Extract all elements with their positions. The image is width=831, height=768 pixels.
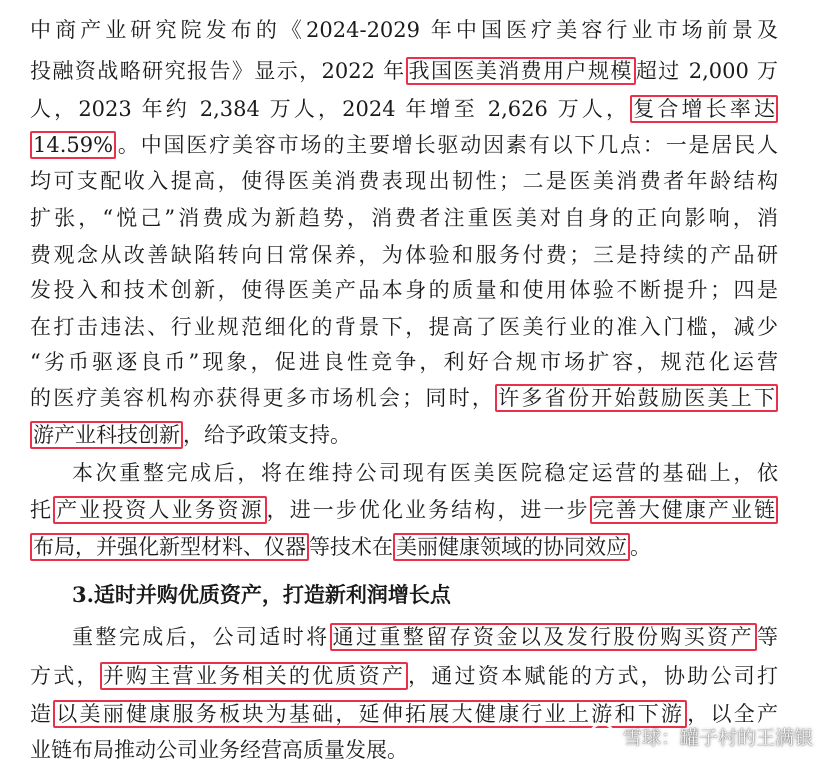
- text: ，通过资本赋能的方式，协助公司打: [408, 664, 778, 688]
- text: 等: [757, 625, 778, 649]
- highlight-cagr-value: 14.59%: [30, 131, 116, 159]
- text: 方式，: [30, 664, 100, 688]
- text: ，给予政策支持。: [183, 423, 351, 447]
- watermark: [587, 721, 813, 751]
- highlight-funding-methods: 通过重整留存资金以及发行股份购买资产: [330, 623, 757, 651]
- snowball-logo-icon: [587, 721, 617, 751]
- text: 。中国医疗美容市场的主要增长驱动因素有以下几点：一是居民人: [116, 133, 778, 157]
- highlight-upstream-downstream: 以美丽健康服务板块为基础，延伸拓展大健康行业上游和下游: [53, 700, 687, 728]
- highlight-cagr-label: 复合增长率达: [630, 95, 778, 123]
- p1-line-2: [30, 53, 778, 89]
- highlight-user-scale: 我国医美消费用户规模: [406, 57, 636, 85]
- p2-line-2: [30, 492, 778, 528]
- text: 等技术在: [309, 535, 393, 559]
- text: 超过 2,000 万: [635, 59, 778, 83]
- highlight-materials-instruments: 布局，并强化新型材料、仪器: [30, 533, 309, 561]
- p1-line-5: 均可支配收入提高，使得医美消费表现出韧性；二是医美消费者年龄结构: [30, 169, 778, 193]
- p2-line-1: 本次重整完成后，将在维持公司现有医美医院稳定运营的基础上，依: [72, 461, 778, 485]
- text: 重整完成后，公司适时将: [72, 625, 330, 649]
- text: ，进一步优化业务结构，进一步: [266, 498, 590, 522]
- p1-line-6: 扩张，“悦己”消费成为新趋势，消费者注重医美对自身的正向影响，消: [30, 206, 778, 230]
- highlight-health-chain: 完善大健康产业链: [590, 496, 778, 524]
- p1-line-11: [30, 380, 778, 416]
- text: 造: [30, 702, 54, 726]
- text: 。: [630, 535, 651, 559]
- p3-line-4: 业链布局推动公司业务经营高质量发展。: [30, 738, 408, 762]
- p3-line-1: [72, 619, 778, 655]
- text: 托: [30, 498, 54, 522]
- text: 投融资战略研究报告》显示，2022 年: [30, 59, 406, 83]
- watermark-text: 雪球：罐子村的王满银: [622, 726, 813, 749]
- p3-line-2: [30, 658, 778, 694]
- highlight-synergy: 美丽健康领域的协同效应: [393, 533, 630, 561]
- p2-line-3: [30, 529, 778, 565]
- highlight-provinces: 许多省份开始鼓励医美上下: [495, 384, 778, 412]
- p1-line-9: 在打击违法、行业规范细化的背景下，提高了医美行业的准入门槛，减少: [30, 315, 778, 339]
- p1-line-10: “劣币驱逐良币”现象，促进良性竞争，利好合规市场扩容，规范化运营: [30, 350, 778, 374]
- text: ，以全产: [687, 702, 778, 726]
- highlight-tech-innovation: 游产业科技创新: [30, 421, 183, 449]
- text: 人，2023 年约 2,384 万人，2024 年增至 2,626 万人，: [30, 97, 631, 121]
- highlight-investor-resources: 产业投资人业务资源: [53, 496, 267, 524]
- section-heading: 3.适时并购优质资产，打造新利润增长点: [72, 582, 451, 607]
- p1-line-12: [30, 417, 778, 453]
- p1-line-8: 发投入和技术创新，使得医美产品本身的质量和使用体验不断提升；四是: [30, 278, 778, 302]
- highlight-acquire-assets: 并购主营业务相关的优质资产: [100, 662, 408, 690]
- p1-line-1: 中商产业研究院发布的《2024-2029 年中国医疗美容行业市场前景及: [30, 18, 778, 42]
- p1-line-4: [30, 127, 778, 163]
- p1-line-3: [30, 91, 778, 127]
- p1-line-7: 费观念从改善缺陷转向日常保养，为体验和服务付费；三是持续的产品研: [30, 243, 778, 267]
- text: 的医疗美容机构亦获得更多市场机会；同时，: [30, 386, 496, 410]
